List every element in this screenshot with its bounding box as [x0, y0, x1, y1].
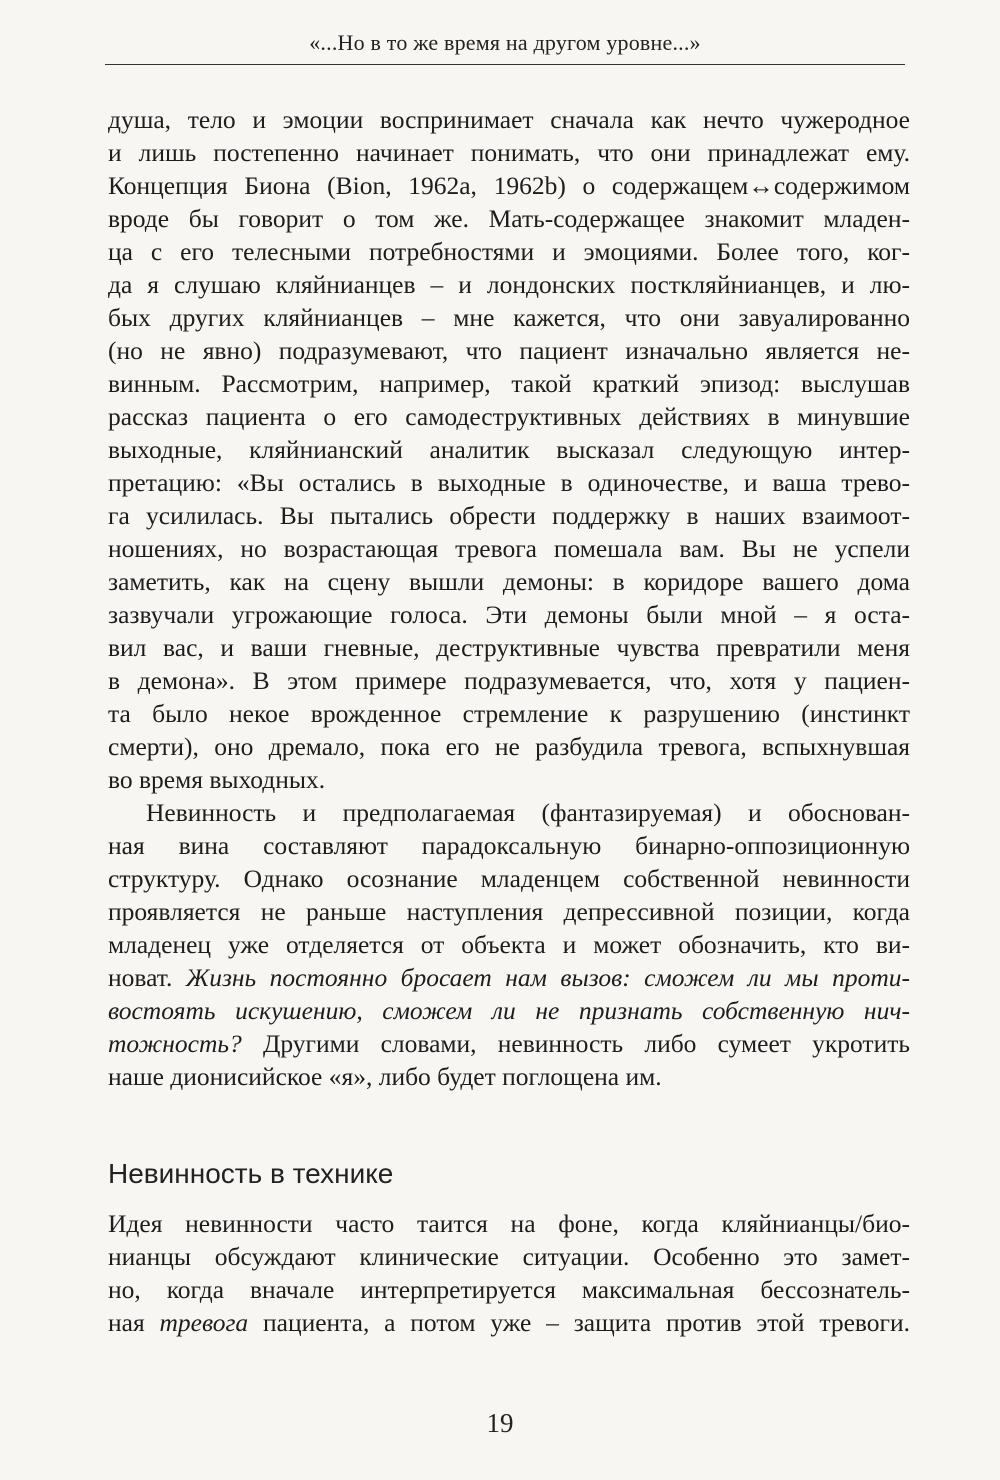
text-line: Концепция Биона (Bion, 1962a, 1962b) о содержащем↔содержимом	[108, 171, 910, 200]
text-line: во время выходных.	[108, 765, 326, 794]
text-run: ная	[108, 1308, 160, 1337]
italic-text: востоять искушению, сможем ли не признать собственную нич-	[108, 996, 910, 1025]
text-line: га усилилась. Вы пытались обрести поддержку в наших взаимоот-	[108, 501, 910, 530]
text-line: зазвучали угрожающие голоса. Эти демоны были мной – я оста-	[108, 600, 910, 629]
italic-text: тревога	[159, 1308, 249, 1337]
text-line: смерти), оно дремало, пока его не разбудила тревога, вспыхнувшая	[108, 732, 910, 761]
text-line: заметить, как на сцену вышли демоны: в коридоре вашего дома	[108, 567, 910, 596]
text-line: ца с его телесными потребностями и эмоциями. Более того, ког-	[108, 237, 910, 266]
text-line: но, когда вначале интерпретируется максимальная бессознатель-	[108, 1275, 910, 1304]
text-line: ношениях, но возрастающая тревога помешала вам. Вы не успели	[108, 534, 910, 563]
text-run: Другими словами, невинность либо сумеет укротить	[241, 1029, 910, 1058]
text-line: Невинность и предполагаемая (фантазируемая) и обоснован-	[146, 798, 910, 827]
paragraph-3	[108, 1207, 910, 1339]
italic-text: Жизнь постоянно бросает нам вызов: сможем ли мы проти-	[185, 963, 910, 992]
running-head: «...Но в то же время на другом уровне...»	[309, 30, 701, 55]
text-line: да я слушаю кляйнианцев – и лондонских посткляйнианцев, и лю-	[108, 270, 910, 299]
paragraph-2	[108, 796, 910, 1093]
main-text	[108, 103, 910, 1093]
text-line: винным. Рассмотрим, например, такой краткий эпизод: выслушав	[108, 369, 910, 398]
text-line: претацию: «Вы остались в выходные в одиночестве, и ваша трево-	[108, 468, 910, 497]
text-line	[108, 1027, 910, 1060]
text-line: и лишь постепенно начинает понимать, что они принадлежат ему.	[108, 138, 910, 167]
text-line: выходные, кляйнианский аналитик высказал следующую интер-	[108, 435, 910, 464]
text-line: та было некое врожденное стремление к разрушению (инстинкт	[108, 699, 910, 728]
text-line: ная вина составляют парадоксальную бинарно-оппозиционную	[108, 831, 910, 860]
text-line	[108, 1306, 910, 1339]
text-line: наше дионисийское «я», либо будет поглощена им.	[108, 1062, 662, 1091]
text-line: младенец уже отделяется от объекта и может обозначить, кто ви-	[108, 930, 910, 959]
section-heading: Невинность в технике	[108, 1158, 394, 1189]
text-line: (но не явно) подразумевают, что пациент изначально является не-	[108, 336, 910, 365]
text-line: вил вас, и ваши гневные, деструктивные чувства превратили меня	[108, 633, 910, 662]
page-number: 19	[486, 1408, 514, 1438]
text-line: проявляется не раньше наступления депрессивной позиции, когда	[108, 897, 910, 926]
header-rule	[105, 64, 905, 65]
text-line: душа, тело и эмоции воспринимает сначала как нечто чужеродное	[108, 105, 910, 134]
text-line: бых других кляйнианцев – мне кажется, что они завуалированно	[108, 303, 910, 332]
text-run: пациента, а потом уже – защита против этой тревоги.	[248, 1308, 910, 1337]
italic-text: тожность?	[108, 1029, 242, 1058]
text-run: новат.	[108, 963, 186, 992]
text-line: нианцы обсуждают клинические ситуации. Особенно это замет-	[108, 1242, 910, 1271]
text-line: структуру. Однако осознание младенцем собственной невинности	[108, 864, 910, 893]
text-line: в демона». В этом примере подразумевается, что, хотя у пациен-	[108, 666, 910, 695]
text-line: рассказ пациента о его самодеструктивных действиях в минувшие	[108, 402, 910, 431]
text-line: Идея невинности часто таится на фоне, когда кляйнианцы/био-	[108, 1209, 910, 1238]
text-line	[108, 961, 910, 994]
text-line	[108, 994, 910, 1027]
text-line: вроде бы говорит о том же. Мать-содержащее знакомит младен-	[108, 204, 910, 233]
paragraph-1	[108, 103, 910, 796]
section-text	[108, 1207, 910, 1339]
